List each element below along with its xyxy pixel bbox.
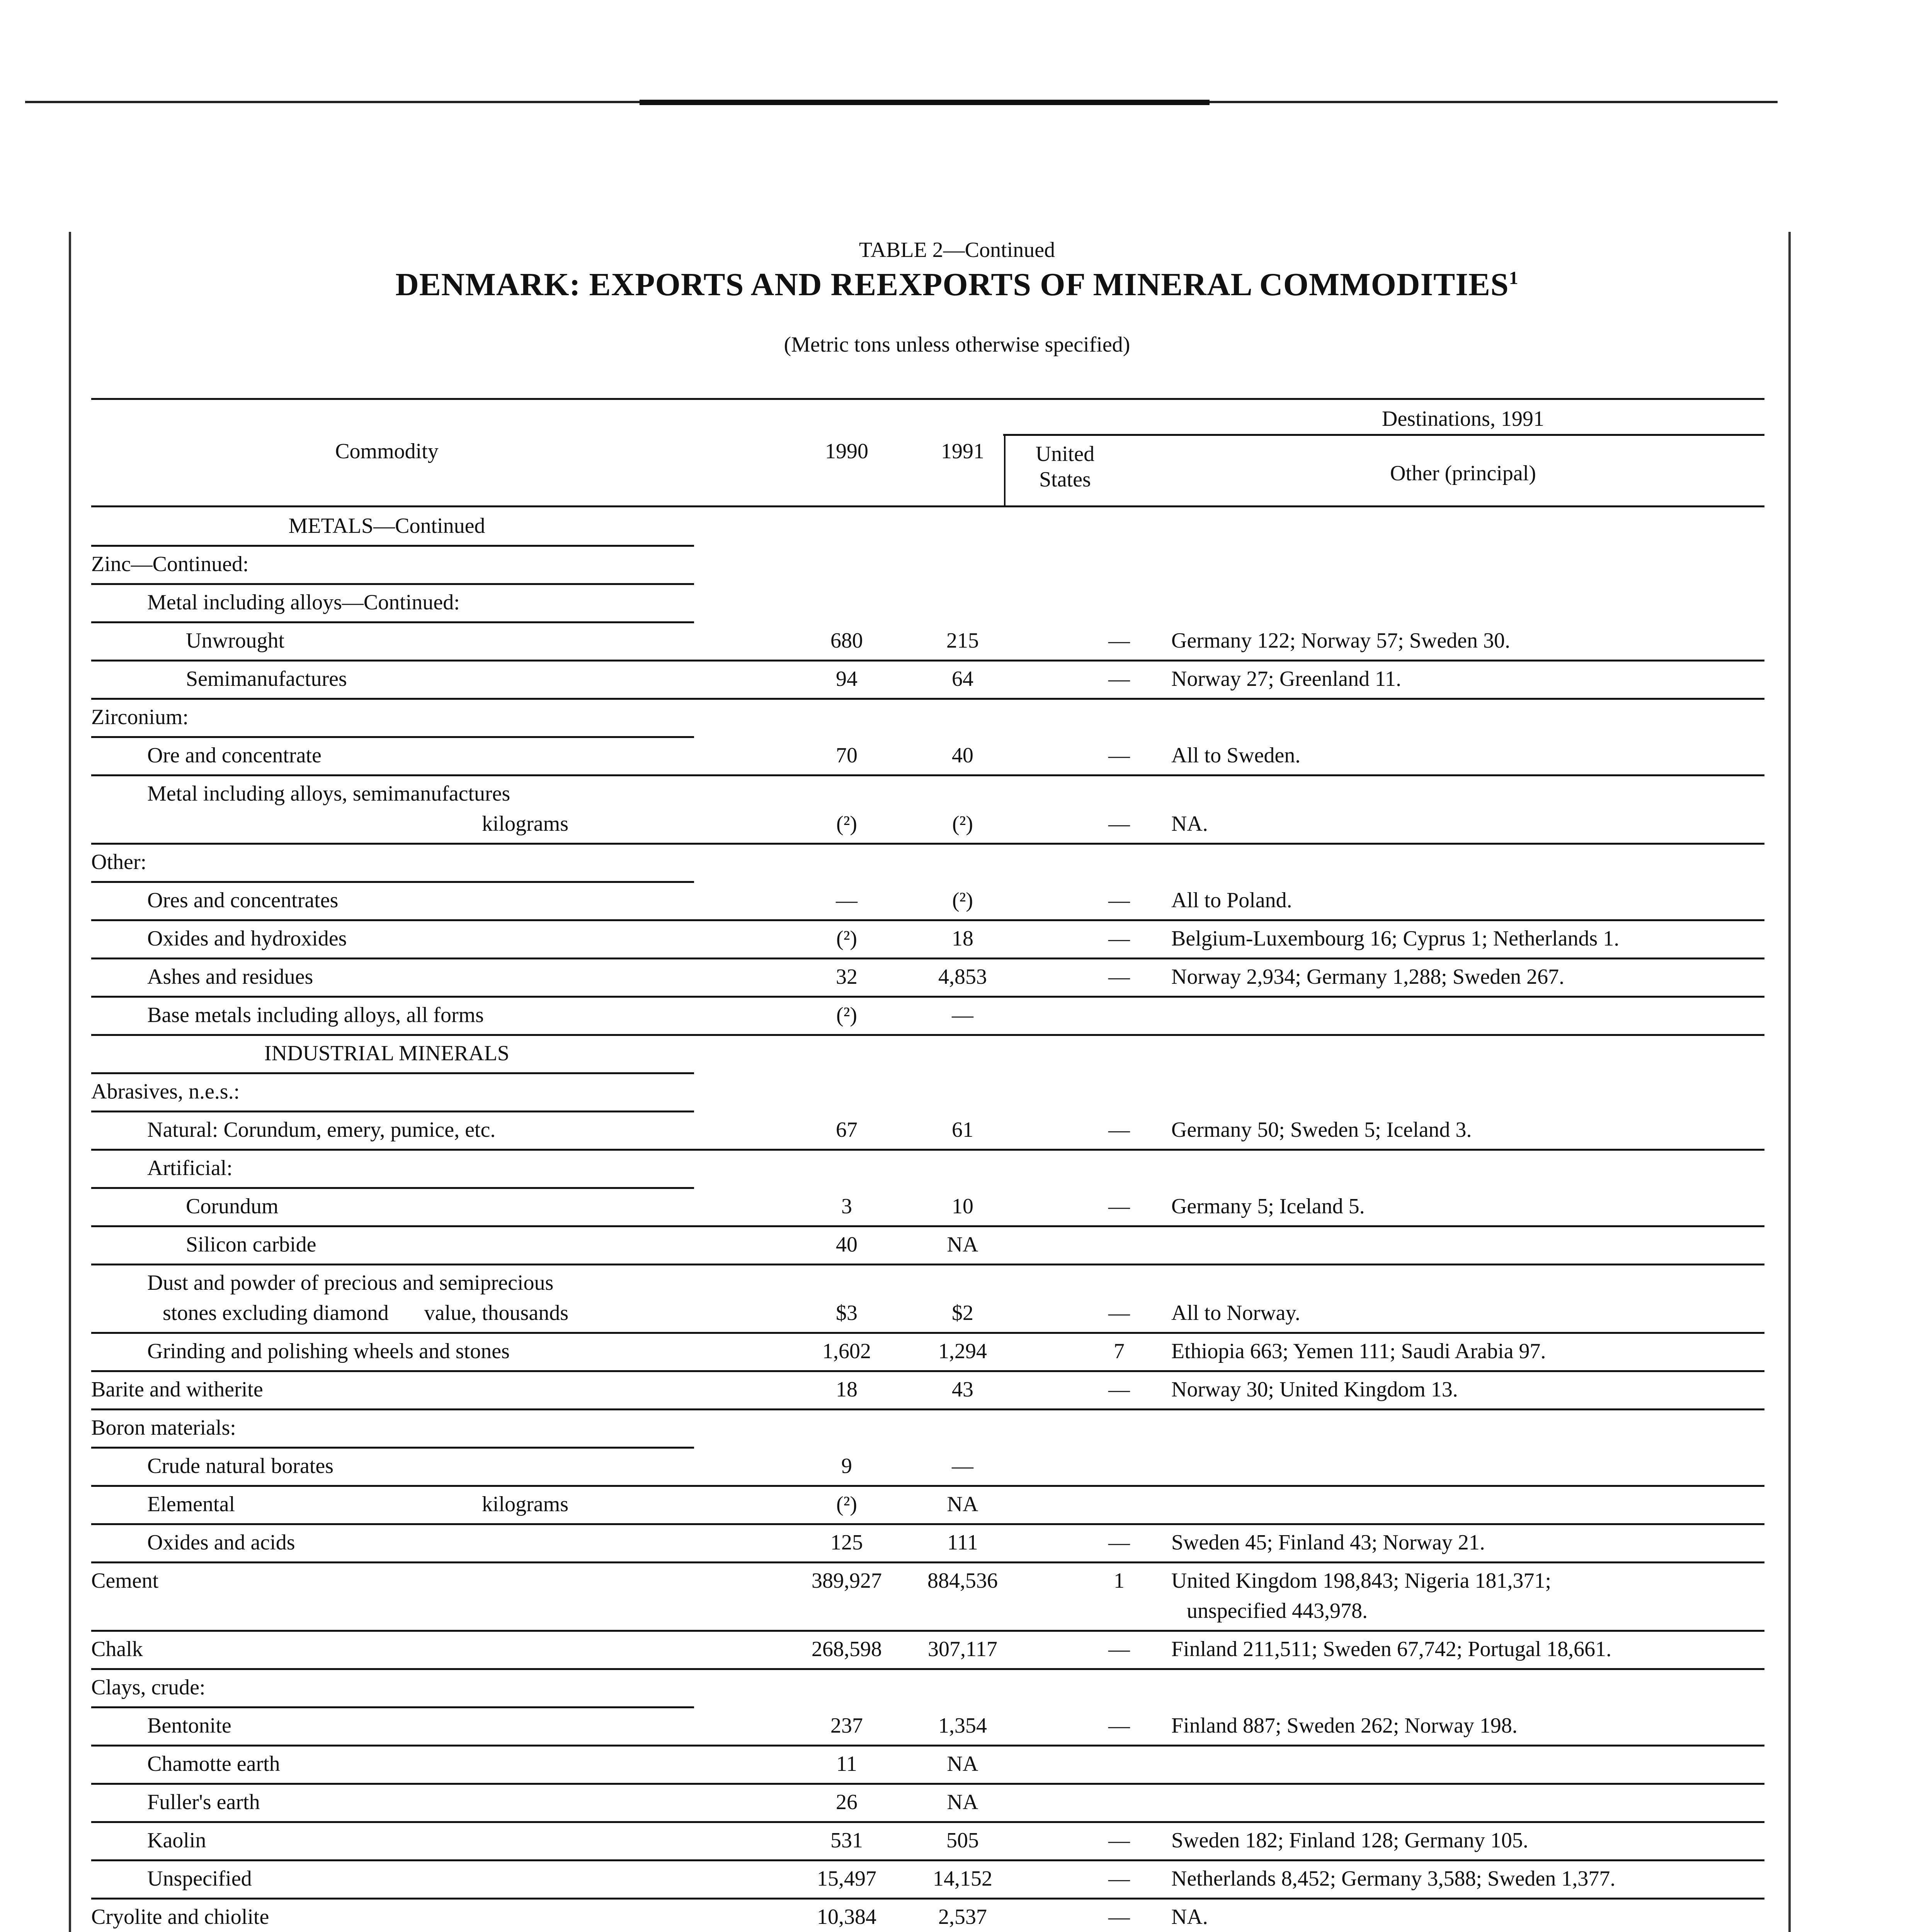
value-1990: (²)	[836, 812, 857, 836]
value-united-states: —	[1108, 965, 1130, 989]
commodity-label: Base metals including alloys, all forms	[147, 1003, 484, 1027]
header-destinations: Destinations, 1991	[1382, 407, 1544, 431]
value-1990: $3	[836, 1301, 857, 1325]
table-subtitle: (Metric tons unless otherwise specified)	[784, 333, 1130, 357]
table-row	[91, 1784, 1764, 1823]
right-margin-rule	[1788, 232, 1791, 1932]
value-other-destinations: Sweden 182; Finland 128; Germany 105.	[1171, 1828, 1528, 1852]
table-row	[91, 1708, 1764, 1746]
unit-label: value, thousands	[424, 1301, 568, 1325]
value-united-states: —	[1108, 1828, 1130, 1852]
table-row	[91, 1150, 1764, 1189]
value-other-destinations: Netherlands 8,452; Germany 3,588; Sweden 1,377.	[1171, 1867, 1616, 1891]
section-heading-row	[91, 1036, 1764, 1074]
value-1990: 3	[841, 1194, 852, 1218]
value-1990: 125	[830, 1531, 863, 1554]
value-other-destinations: United Kingdom 198,843; Nigeria 181,371;	[1171, 1569, 1552, 1593]
commodity-label: Fuller's earth	[147, 1790, 260, 1814]
value-1990: 94	[836, 667, 857, 691]
commodity-label: Metal including alloys, semimanufactures	[147, 782, 510, 806]
value-1991: 61	[952, 1118, 973, 1142]
table-row	[91, 661, 1764, 699]
value-1990: 531	[830, 1828, 863, 1852]
table-row	[91, 1227, 1764, 1265]
table-row	[91, 1486, 1764, 1525]
value-other-destinations: Sweden 45; Finland 43; Norway 21.	[1171, 1531, 1485, 1554]
value-other-destinations: Ethiopia 663; Yemen 111; Saudi Arabia 97.	[1171, 1339, 1546, 1363]
value-1991: —	[952, 1454, 973, 1478]
value-1991: 4,853	[938, 965, 987, 989]
value-united-states: —	[1108, 1714, 1130, 1738]
commodity-label: Silicon carbide	[186, 1233, 316, 1257]
table-row	[91, 1746, 1764, 1784]
value-other-destinations-cont: unspecified 443,978.	[1187, 1599, 1368, 1623]
value-1990: 268,598	[812, 1637, 882, 1661]
commodity-label: Artificial:	[147, 1156, 233, 1180]
value-1991: (²)	[952, 812, 973, 836]
value-other-destinations: NA.	[1171, 812, 1208, 836]
value-1991: —	[952, 1003, 973, 1027]
value-1990: —	[836, 888, 857, 912]
value-1990: 70	[836, 743, 857, 767]
value-1990: 11	[836, 1752, 857, 1776]
table-row	[91, 1372, 1764, 1410]
value-1991: 884,536	[927, 1569, 998, 1593]
title-footnote-marker: 1	[1509, 268, 1519, 288]
commodity-label: Bentonite	[147, 1714, 231, 1738]
value-1991: NA	[947, 1233, 978, 1257]
value-1991: 215	[946, 629, 979, 653]
value-1990: 40	[836, 1233, 857, 1257]
commodity-label: Crude natural borates	[147, 1454, 334, 1478]
table-row	[91, 1670, 1764, 1708]
value-1990: 26	[836, 1790, 857, 1814]
header-united-states: United States	[1035, 442, 1095, 492]
value-1991: $2	[952, 1301, 973, 1325]
value-united-states: —	[1108, 888, 1130, 912]
value-united-states: 7	[1114, 1339, 1125, 1363]
value-united-states: —	[1108, 1867, 1130, 1891]
value-1991: 2,537	[938, 1905, 987, 1929]
value-united-states: 1	[1114, 1569, 1125, 1593]
commodity-label: Oxides and hydroxides	[147, 927, 347, 951]
value-united-states: —	[1108, 927, 1130, 951]
header-bottom-rule	[91, 505, 1764, 507]
table-row	[91, 1333, 1764, 1372]
section-heading: INDUSTRIAL MINERALS	[264, 1041, 510, 1065]
value-1991: 18	[952, 927, 973, 951]
value-united-states: —	[1108, 1118, 1130, 1142]
value-1991: 40	[952, 743, 973, 767]
commodity-label: Zinc—Continued:	[91, 552, 249, 576]
value-1990: (²)	[836, 1003, 857, 1027]
value-other-destinations: All to Norway.	[1171, 1301, 1300, 1325]
value-other-destinations: All to Poland.	[1171, 888, 1292, 912]
table-row	[91, 776, 1764, 844]
table-row	[91, 1823, 1764, 1861]
value-united-states: —	[1108, 667, 1130, 691]
value-1991: 14,152	[933, 1867, 992, 1891]
value-1990: 32	[836, 965, 857, 989]
table-row	[91, 959, 1764, 997]
value-1990: 10,384	[817, 1905, 876, 1929]
table-row	[91, 1410, 1764, 1448]
value-1991: NA	[947, 1752, 978, 1776]
commodity-label: Kaolin	[147, 1828, 206, 1852]
value-1990: 680	[830, 629, 863, 653]
value-1991: 505	[946, 1828, 979, 1852]
commodity-label: Semimanufactures	[186, 667, 347, 691]
value-united-states: —	[1108, 812, 1130, 836]
table-row	[91, 921, 1764, 959]
header-1990: 1990	[825, 439, 868, 463]
commodity-label: Corundum	[186, 1194, 279, 1218]
table-row	[91, 623, 1764, 661]
value-1990: 15,497	[817, 1867, 876, 1891]
header-commodity: Commodity	[335, 439, 439, 463]
value-1991: 64	[952, 667, 973, 691]
commodity-label: Grinding and polishing wheels and stones	[147, 1339, 510, 1363]
table-row	[91, 738, 1764, 776]
value-other-destinations: Germany 122; Norway 57; Sweden 30.	[1171, 629, 1511, 653]
value-united-states: —	[1108, 1637, 1130, 1661]
value-united-states: —	[1108, 1905, 1130, 1929]
value-other-destinations: All to Sweden.	[1171, 743, 1301, 767]
table-row	[91, 1899, 1764, 1932]
value-other-destinations: Finland 887; Sweden 262; Norway 198.	[1171, 1714, 1518, 1738]
commodity-label-cont: stones excluding diamond	[163, 1301, 389, 1325]
table-row	[91, 1631, 1764, 1670]
value-other-destinations: Norway 30; United Kingdom 13.	[1171, 1378, 1458, 1401]
commodity-label: Ore and concentrate	[147, 743, 322, 767]
commodity-label: Cement	[91, 1569, 159, 1593]
value-1990: (²)	[836, 927, 857, 951]
commodity-label: Chamotte earth	[147, 1752, 280, 1776]
header-1991: 1991	[941, 439, 984, 463]
commodity-label: Other:	[91, 850, 147, 874]
commodity-label: Elemental	[147, 1492, 235, 1516]
table-row	[91, 1525, 1764, 1563]
value-1991: 111	[947, 1531, 978, 1554]
value-1990: 389,927	[812, 1569, 882, 1593]
table-row	[91, 585, 1764, 623]
top-rule-accent	[640, 100, 1210, 105]
commodity-label: Unspecified	[147, 1867, 252, 1891]
commodity-label: Oxides and acids	[147, 1531, 295, 1554]
value-1991: 307,117	[928, 1637, 997, 1661]
header-other-principal: Other (principal)	[1390, 461, 1536, 485]
table-row	[91, 1265, 1764, 1333]
commodity-label: Ores and concentrates	[147, 888, 339, 912]
commodity-label: Abrasives, n.e.s.:	[91, 1080, 240, 1104]
value-1991: (²)	[952, 888, 973, 912]
table-row	[91, 1189, 1764, 1227]
commodity-label: Zirconium:	[91, 705, 189, 729]
table-row	[91, 1112, 1764, 1150]
commodity-label: Chalk	[91, 1637, 143, 1661]
value-1990: 18	[836, 1378, 857, 1401]
header-top-rule	[91, 398, 1764, 400]
commodity-label: Cryolite and chiolite	[91, 1905, 269, 1929]
table-row	[91, 546, 1764, 585]
table-row	[91, 997, 1764, 1036]
value-united-states: —	[1108, 1378, 1130, 1401]
value-other-destinations: NA.	[1171, 1905, 1208, 1929]
value-other-destinations: Germany 5; Iceland 5.	[1171, 1194, 1365, 1218]
commodity-label: Natural: Corundum, emery, pumice, etc.	[147, 1118, 496, 1142]
value-other-destinations: Germany 50; Sweden 5; Iceland 3.	[1171, 1118, 1472, 1142]
value-other-destinations: Finland 211,511; Sweden 67,742; Portugal 18,661.	[1171, 1637, 1612, 1661]
section-heading: METALS—Continued	[288, 514, 485, 538]
commodity-label: Dust and powder of precious and semiprecious	[147, 1271, 554, 1295]
value-other-destinations: Belgium-Luxembourg 16; Cyprus 1; Netherlands 1.	[1171, 927, 1620, 951]
table-row	[91, 1861, 1764, 1899]
table-row	[91, 1074, 1764, 1112]
commodity-label: Ashes and residues	[147, 965, 313, 989]
value-other-destinations: Norway 2,934; Germany 1,288; Sweden 267.	[1171, 965, 1565, 989]
unit-label: kilograms	[482, 1492, 568, 1516]
table-row	[91, 1448, 1764, 1486]
destinations-rule	[1003, 434, 1764, 436]
value-other-destinations: Norway 27; Greenland 11.	[1171, 667, 1402, 691]
table-row	[91, 1563, 1764, 1631]
value-1990: 9	[841, 1454, 852, 1478]
value-united-states: —	[1108, 743, 1130, 767]
value-1991: NA	[947, 1492, 978, 1516]
value-1991: 10	[952, 1194, 973, 1218]
commodity-label: Clays, crude:	[91, 1675, 206, 1699]
value-1990: 237	[830, 1714, 863, 1738]
section-heading-row	[91, 508, 1764, 546]
value-united-states: —	[1108, 1301, 1130, 1325]
unit-label: kilograms	[482, 812, 568, 836]
value-united-states: —	[1108, 1531, 1130, 1554]
left-margin-rule	[69, 232, 71, 1932]
value-1991: NA	[947, 1790, 978, 1814]
value-1991: 1,294	[938, 1339, 987, 1363]
value-1990: (²)	[836, 1492, 857, 1516]
value-1991: 1,354	[938, 1714, 987, 1738]
table-row	[91, 699, 1764, 738]
table-row	[91, 844, 1764, 883]
value-1990: 67	[836, 1118, 857, 1142]
value-united-states: —	[1108, 1194, 1130, 1218]
value-1991: 43	[952, 1378, 973, 1401]
value-1990: 1,602	[822, 1339, 871, 1363]
value-united-states: —	[1108, 629, 1130, 653]
table-label: TABLE 2—Continued	[859, 238, 1055, 262]
commodity-label: Unwrought	[186, 629, 285, 653]
commodity-label: Boron materials:	[91, 1416, 236, 1440]
commodity-label: Barite and witherite	[91, 1378, 263, 1401]
table-row	[91, 883, 1764, 921]
table-title: DENMARK: EXPORTS AND REEXPORTS OF MINERAL COMMODITIES$^1$	[395, 267, 1519, 303]
commodity-label: Metal including alloys—Continued:	[147, 590, 460, 614]
